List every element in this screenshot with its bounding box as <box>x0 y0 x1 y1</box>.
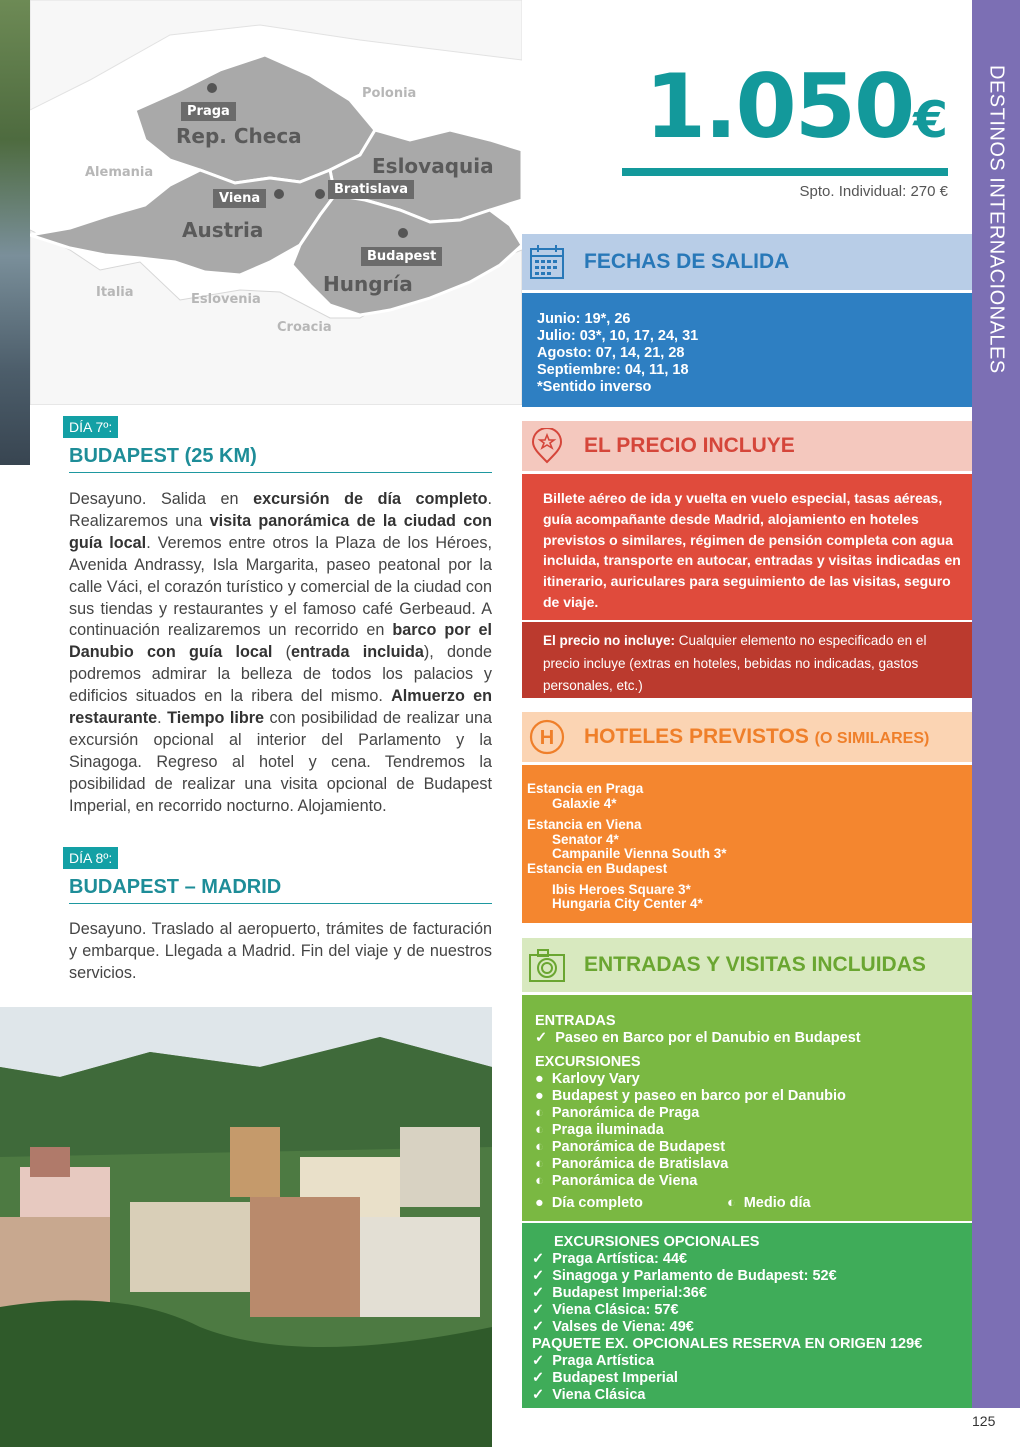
incluye-line: itinerario, auriculares para seguimiento de las visitas, seguro <box>543 573 951 590</box>
excursion-item: ◐ Panorámica de Viena <box>535 1173 698 1189</box>
opcional-item: ✓ Valses de Viena: 49€ <box>532 1319 694 1335</box>
fecha-line: Agosto: 07, 14, 21, 28 <box>537 345 685 361</box>
price <box>622 55 948 158</box>
calendar-icon <box>528 243 566 281</box>
map-label-eslovaquia: Eslovaquia <box>372 154 494 178</box>
paquete-label: PAQUETE EX. OPCIONALES RESERVA EN ORIGEN 129€ <box>532 1336 923 1352</box>
paquete-item: ✓ Viena Clásica <box>532 1387 646 1403</box>
hotel-name: Galaxie 4* <box>552 795 617 811</box>
map-city-bratislava: Bratislava <box>328 180 414 199</box>
hotel-city: Estancia en Praga <box>527 781 644 796</box>
entradas-title: ENTRADAS Y VISITAS INCLUIDAS <box>584 953 926 976</box>
hoteles-title: HOTELES PREVISTOS <box>584 725 809 748</box>
opcionales-label: EXCURSIONES OPCIONALES <box>554 1234 760 1250</box>
hoteles-header <box>522 712 972 762</box>
map-city-praga: Praga <box>181 102 236 121</box>
camera-icon <box>528 946 566 984</box>
day8-tag: DÍA 8º: <box>63 847 118 869</box>
day7-title: BUDAPEST (25 KM) <box>69 445 492 473</box>
fechas-title: FECHAS DE SALIDA <box>584 250 790 273</box>
day8-title: BUDAPEST – MADRID <box>69 876 492 904</box>
legend-full: ● Día completo <box>535 1195 643 1211</box>
map-label-hungria: Hungría <box>323 272 413 296</box>
hotel-name: Hungaria City Center 4* <box>552 896 703 912</box>
excursion-item: ◐ Panorámica de Bratislava <box>535 1156 729 1172</box>
no-incluye-line: personales, etc.) <box>543 678 643 693</box>
day7-tag: DÍA 7º: <box>63 416 118 438</box>
incluye-line: guía acompañante desde Madrid, alojamiento en hoteles <box>543 510 919 527</box>
excursiones-label: EXCURSIONES <box>535 1054 641 1070</box>
fecha-line: Septiembre: 04, 11, 18 <box>537 362 689 378</box>
excursion-item: ● Budapest y paseo en barco por el Danubio <box>535 1088 846 1104</box>
incluye-line: incluida, transporte en autocar, entradas y visitas indicadas en <box>543 552 961 569</box>
town-photo <box>0 1007 492 1447</box>
incluye-header <box>522 421 972 471</box>
entradas-body <box>522 995 972 1221</box>
price-amount: 1.050 <box>644 55 914 158</box>
excursion-item: ◐ Panorámica de Praga <box>535 1105 700 1121</box>
incluye-line: de viaje. <box>543 593 599 610</box>
incluye-line: previstos o similares, régimen de pensión completa con agua <box>543 531 954 548</box>
entradas-header <box>522 938 972 992</box>
incluye-body <box>522 474 972 620</box>
svg-text:H: H <box>539 727 555 749</box>
fecha-note: *Sentido inverso <box>537 379 652 395</box>
map-label-austria: Austria <box>182 218 264 242</box>
fechas-header <box>522 234 972 290</box>
no-incluye-line: precio incluye (extras en hoteles, bebidas no indicadas, gastos <box>543 655 919 671</box>
fechas-body <box>522 293 972 407</box>
map-city-budapest: Budapest <box>361 247 442 266</box>
legend-half: ◐ Medio día <box>726 1195 811 1211</box>
hoteles-subtitle: (O SIMILARES) <box>814 730 930 747</box>
map-label-rep-checa: Rep. Checa <box>176 124 302 148</box>
hotel-city: Estancia en Viena <box>527 817 642 833</box>
hotel-name: Senator 4* <box>552 831 619 847</box>
hotel-icon <box>528 718 566 756</box>
map-city-viena: Viena <box>213 189 266 208</box>
opcional-item: ✓ Sinagoga y Parlamento de Budapest: 52€ <box>532 1268 837 1284</box>
no-incluye-line: Cualquier elemento no especificado en el <box>675 633 927 648</box>
opcional-item: ✓ Budapest Imperial:36€ <box>532 1285 707 1301</box>
hotel-name: Campanile Vienna South 3* <box>552 846 727 862</box>
opcional-item: ✓ Praga Artística: 44€ <box>532 1251 688 1267</box>
paquete-item: ✓ Praga Artística <box>532 1353 655 1369</box>
opcionales-body <box>522 1223 972 1408</box>
day7-text: Desayuno. Salida en excursión de día completo. Realizaremos una visita panorámica de la ciudad con guía local. Veremos entre otros la Plaza de los Héroes, Avenida Andrassy, Isla Margarita, paseo peatonal por la calle Váci, el corazón turístico y comercial de la ciudad con sus tiendas y restaurantes y el famoso café Gerbeaud. A continuación realizaremos un recorrido en barco por el Danubio con guía local (entrada incluida), donde podremos admirar la belleza de todos los palacios y edificios situados en la ribera del mismo. Almuerzo en restaurante. Tiempo libre con posibilidad de realizar una excursión opcional al interior del Parlamento y la Sinagoga. Regreso al hotel y cena. Tendremos la posibilidad de realizar una visita opcional de Budapest Imperial, en recorrido nocturno. Alojamiento. <box>69 490 493 815</box>
fecha-line: Julio: 03*, 10, 17, 24, 31 <box>537 328 699 344</box>
hotel-city: Estancia en Budapest <box>527 860 668 876</box>
star-badge-icon <box>528 427 566 465</box>
section-title: DESTINOS INTERNACIONALES <box>985 65 1008 374</box>
map-label-eslovenia: Eslovenia <box>191 292 261 307</box>
day8-text: Desayuno. Traslado al aeropuerto, trámites de facturación y embarque. Llegada a Madrid. Fin del viaje y de nuestros servicios. <box>69 920 492 982</box>
excursion-item: ◐ Praga iluminada <box>535 1122 664 1138</box>
map-shapes <box>30 0 522 405</box>
no-incluye-body <box>522 622 972 698</box>
map-label-alemania: Alemania <box>85 165 154 180</box>
excursion-item: ◐ Panorámica de Budapest <box>535 1139 726 1155</box>
map-label-polonia: Polonia <box>362 86 417 101</box>
legend <box>535 1195 972 1212</box>
map-label-croacia: Croacia <box>277 320 332 335</box>
side-photo-strip <box>0 0 30 465</box>
entrada-item: ✓ Paseo en Barco por el Danubio en Budapest <box>535 1030 861 1046</box>
price-underline <box>622 168 948 176</box>
incluye-line: Billete aéreo de ida y vuelta en vuelo especial, tasas aéreas, <box>543 490 943 506</box>
hotel-name: Ibis Heroes Square 3* <box>552 881 691 897</box>
entradas-label: ENTRADAS <box>535 1013 616 1029</box>
hoteles-body <box>522 765 972 923</box>
incluye-title: EL PRECIO INCLUYE <box>584 434 795 457</box>
no-incluye-label: El precio no incluye: <box>543 633 676 648</box>
paquete-item: ✓ Budapest Imperial <box>532 1370 678 1386</box>
opcional-item: ✓ Viena Clásica: 57€ <box>532 1302 679 1318</box>
map-label-italia: Italia <box>96 285 134 300</box>
price-currency: € <box>913 91 948 149</box>
fecha-line: Junio: 19*, 26 <box>537 311 631 327</box>
single-supplement: Spto. Individual: 270 € <box>799 183 948 200</box>
route-map <box>30 0 522 405</box>
page-number: 125 <box>972 1413 996 1429</box>
town-illustration <box>0 1007 492 1447</box>
excursion-item: ● Karlovy Vary <box>535 1071 640 1087</box>
